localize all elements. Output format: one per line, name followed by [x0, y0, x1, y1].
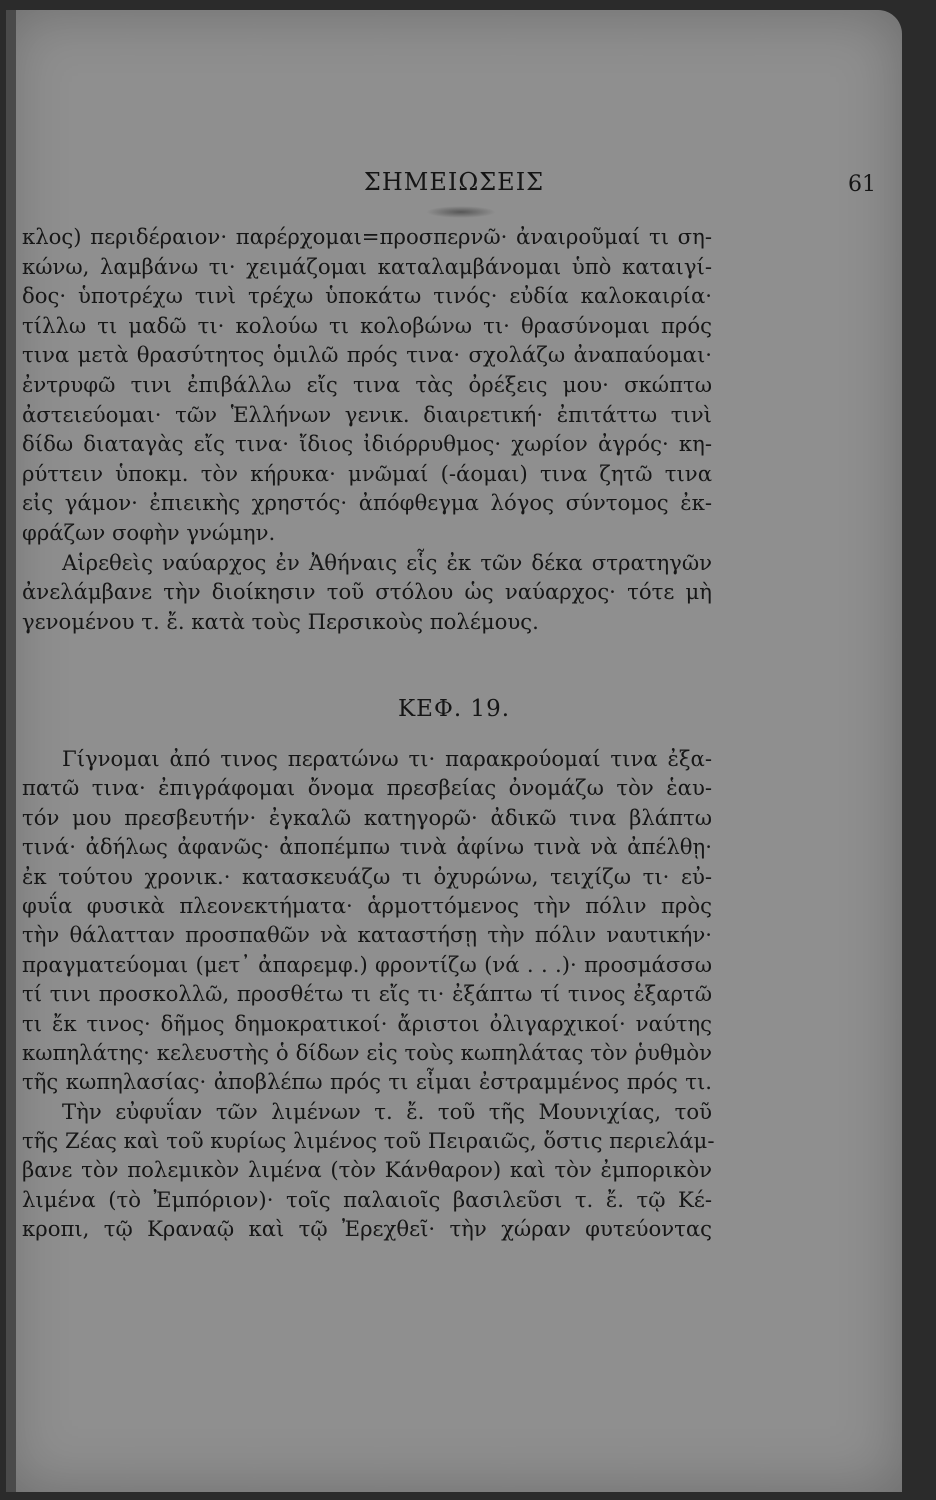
text-line: τινα μετὰ θρασύτητος ὁμιλῶ πρός τινα· σχολάζω ἀναπαύομαι·: [22, 342, 712, 368]
text-line: τῆς Ζέας καὶ τοῦ κυρίως λιμένος τοῦ Πειραιῶς, ὅστις περιελάμ-: [22, 1128, 715, 1154]
binding-edge: [6, 10, 16, 1492]
book-page: [6, 10, 902, 1492]
text-line: βανε τὸν πολεμικὸν λιμένα (τὸν Κάνθαρον) καὶ τὸν ἐμπορικὸν: [22, 1157, 712, 1183]
running-head: ΣΗΜΕΙΩΣΕΙΣ: [363, 168, 545, 196]
text-line: Γίγνομαι ἀπό τινος περατώνω τι· παρακρούομαί τινα ἐξα-: [62, 746, 712, 771]
text-line: Αἱρεθεὶς ναύαρχος ἐν Ἀθήναις εἷς ἐκ τῶν δέκα στρατηγῶν: [62, 549, 712, 575]
text-line: ἀνελάμβανε τὴν διοίκησιν τοῦ στόλου ὡς ναύαρχος· τότε μὴ: [22, 579, 712, 605]
text-line: ἐκ τούτου χρονικ.· κατασκευάζω τι ὀχυρώνω, τειχίζω τι· εὐ-: [22, 863, 712, 889]
text-line: τίλλω τι μαδῶ τι· κολούω τι κολοβώνω τι· θρασύνομαι πρός: [22, 312, 712, 338]
text-line: κωπηλάτης· κελευστὴς ὁ δίδων εἰς τοὺς κωπηλάτας τὸν ῥυθμὸν: [22, 1039, 712, 1065]
text-line: Τὴν εὐφυΐαν τῶν λιμένων τ. ἔ. τοῦ τῆς Μουνιχίας, τοῦ: [62, 1098, 712, 1124]
text-line: τὴν θάλατταν προσπαθῶν νὰ καταστήσῃ τὴν πόλιν ναυτικήν·: [22, 922, 712, 948]
ornament: [426, 206, 496, 218]
text-line: τινά· ἀδήλως ἀφανῶς· ἀποπέμπω τινὰ ἀφίνω τινὰ νὰ ἀπέλθῃ·: [22, 834, 712, 860]
text-line: λιμένα (τὸ Ἐμπόριον)· τοῖς παλαιοῖς βασιλεῦσι τ. ἔ. τῷ Κέ-: [22, 1186, 712, 1212]
text-line: ρύττειν ὑποκμ. τὸν κήρυκα· μνῶμαί (-άομαι) τινα ζητῶ τινα: [22, 460, 712, 486]
text-line: φυΐα φυσικὰ πλεονεκτήματα· ἁρμοττόμενος τὴν πόλιν πρὸς: [22, 892, 712, 918]
text-line: ἀστειεύομαι· τῶν Ἑλλήνων γενικ. διαιρετική· ἐπιτάττω τινὶ: [22, 401, 712, 427]
text-line: δος· ὑποτρέχω τινὶ τρέχω ὑποκάτω τινός· εὐδία καλοκαιρία·: [22, 283, 712, 309]
text-line: πραγματεύομαι (μετ᾽ ἀπαρεμφ.) φροντίζω (νά . . .)· προσμάσσω: [22, 951, 712, 977]
text-line: τί τινι προσκολλῶ, προσθέτω τι εἴς τι· ἐξάπτω τί τινος ἐξαρτῶ: [22, 981, 712, 1007]
text-line: γενομένου τ. ἔ. κατὰ τοὺς Περσικοὺς πολέμους.: [22, 608, 539, 634]
text-line: εἰς γάμον· ἐπιεικὴς χρηστός· ἀπόφθεγμα λόγος σύντομος ἐκ-: [22, 490, 712, 516]
text-line: κλος) περιδέραιον· παρέρχομαι=προσπερνῶ· ἀναιροῦμαί τι ση-: [22, 224, 712, 249]
text-line: τι ἔκ τινος· δῆμος δημοκρατικοί· ἄριστοι ὀλιγαρχικοί· ναύτης: [22, 1010, 712, 1036]
page-number: 61: [848, 172, 876, 197]
text-line: πατῶ τινα· ἐπιγράφομαι ὄνομα πρεσβείας ὀνομάζω τὸν ἑαυ-: [22, 775, 712, 801]
text-line: κώνω, λαμβάνω τι· χειμάζομαι καταλαμβάνομαι ὑπὸ καταιγί-: [22, 253, 712, 279]
text-line: ἐντρυφῶ τινι ἐπιβάλλω εἴς τινα τὰς ὀρέξεις μου· σκώπτω: [22, 371, 712, 397]
notes-paragraph-block-2: [22, 744, 715, 1244]
notes-paragraph-block-1: [22, 222, 712, 636]
text-line: κροπι, τῷ Κραναῷ καὶ τῷ Ἐρεχθεῖ· τὴν χώραν φυτεύοντας: [22, 1216, 712, 1242]
text-line: δίδω διαταγὰς εἴς τινα· ἴδιος ἰδιόρρυθμος· χωρίον ἀγρός· κη-: [22, 431, 712, 457]
text-line: τόν μου πρεσβευτήν· ἐγκαλῶ κατηγορῶ· ἀδικῶ τινα βλάπτω: [22, 804, 712, 830]
text-line: τῆς κωπηλασίας· ἀποβλέπω πρός τι εἶμαι ἐστραμμένος πρός τι.: [22, 1069, 712, 1095]
chapter-heading: ΚΕΦ. 19.: [397, 696, 511, 722]
text-line: φράζων σοφὴν γνώμην.: [22, 519, 276, 545]
